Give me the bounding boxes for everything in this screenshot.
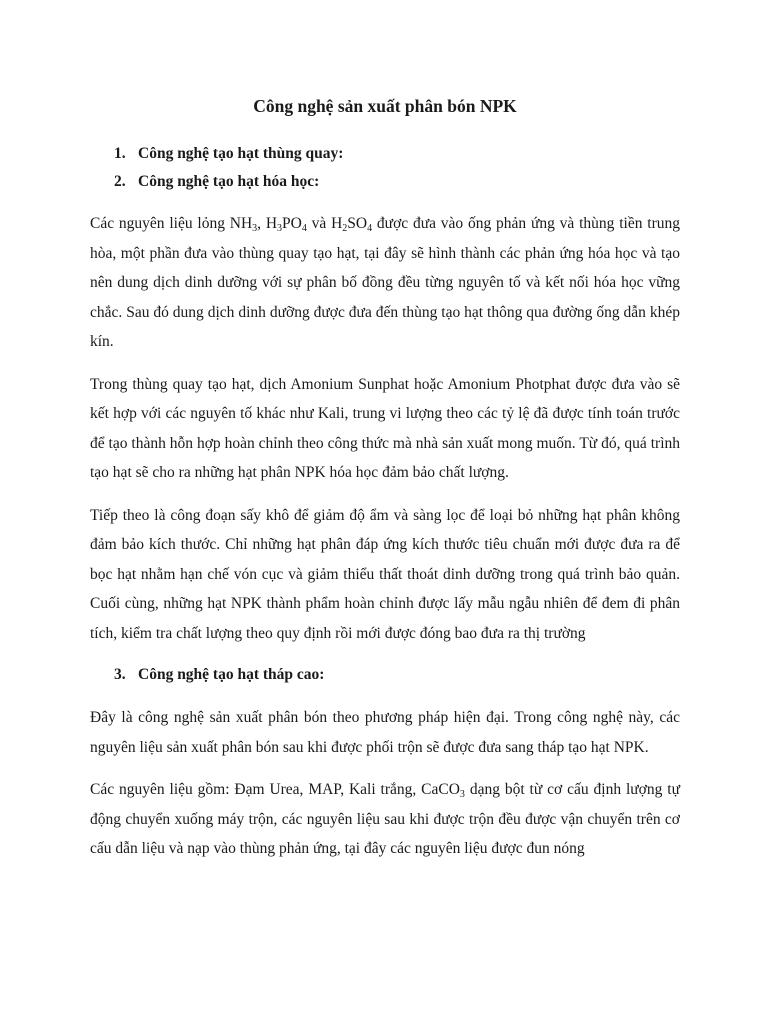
document-title: Công nghệ sản xuất phân bón NPK	[253, 96, 517, 116]
p5-text-a: Các nguyên liệu gồm: Đạm Urea, MAP, Kali trắng, CaCO	[90, 781, 460, 798]
paragraph-4: Đây là công nghệ sản xuất phân bón theo phương pháp hiện đại. Trong công nghệ này, các nguyên liệu sản xuất phân bón sau khi được phối trộn sẽ được đưa sang tháp tạo hạt NPK.	[90, 709, 680, 756]
paragraph-1	[90, 209, 680, 357]
p1-text-e: SO	[347, 215, 368, 232]
p1-sub-1: 3	[252, 223, 258, 234]
p1-sub-2: 3	[277, 223, 283, 234]
section-number-2: 2.	[114, 173, 126, 190]
section-heading-2	[90, 168, 680, 196]
p1-sub-5: 4	[367, 223, 373, 234]
p1-text-f: được đưa vào ống phản ứng và thùng tiền trung hòa, một phần đưa vào thùng quay tạo hạt, tại đây sẽ hình thành các phản ứng hóa học và tạo nên dung dịch dinh dưỡng với sự phân bố đồng đều từng nguyên tố và kết nối hóa học vững chắc. Sau đó dung dịch dinh dưỡng được đưa đến thùng tạo hạt thông qua đường ống dẫn khép kín.	[90, 215, 680, 350]
section-title-2: Công nghệ tạo hạt hóa học:	[138, 173, 320, 190]
section-heading-3	[90, 661, 680, 689]
p1-text-a: Các nguyên liệu lỏng NH	[90, 215, 253, 232]
p1-sub-4: 2	[342, 223, 348, 234]
p1-text-c: PO	[282, 215, 302, 232]
p5-sub-1: 3	[459, 789, 465, 800]
paragraph-2: Trong thùng quay tạo hạt, dịch Amonium Sunphat hoặc Amonium Photphat được đưa vào sẽ kết hợp với các nguyên tố khác như Kali, trung vi lượng theo các tỷ lệ đã được tính toán trước để tạo thành hỗn hợp hoàn chỉnh theo công thức mà nhà sản xuất mong muốn. Từ đó, quá trình tạo hạt sẽ cho ra những hạt phân NPK hóa học đảm bảo chất lượng.	[90, 375, 680, 481]
paragraph-3: Tiếp theo là công đoạn sấy khô để giảm độ ẩm và sàng lọc để loại bỏ những hạt phân không đảm bảo kích thước. Chỉ những hạt phân đáp ứng kích thước tiêu chuẩn mới được đưa ra để bọc hạt nhằm hạn chế vón cục và giảm thiểu thất thoát dinh dưỡng trong quá trình bảo quản. Cuối cùng, những hạt NPK thành phẩm hoàn chỉnh được lấy mẫu ngẫu nhiên để đem đi phân tích, kiểm tra chất lượng theo quy định rồi mới được đóng bao đưa ra thị trường	[90, 506, 680, 642]
section-title-1: Công nghệ tạo hạt thùng quay:	[138, 145, 344, 162]
paragraph-5	[90, 775, 680, 864]
section-heading-1	[90, 140, 680, 168]
section-number-3: 3.	[114, 666, 126, 683]
p5-text-b: dạng bột từ cơ cấu định lượng tự động chuyển xuống máy trộn, các nguyên liệu sau khi được trộn đều được vận chuyển trên cơ cấu dẫn liệu và nạp vào thùng phản ứng, tại đây các nguyên liệu được đun nóng	[90, 781, 680, 857]
section-title-3: Công nghệ tạo hạt tháp cao:	[138, 666, 325, 683]
section-number-1: 1.	[114, 145, 126, 162]
p1-text-d: và H	[306, 215, 343, 232]
p1-sub-3: 4	[301, 223, 307, 234]
p1-text-b: , H	[257, 215, 278, 232]
